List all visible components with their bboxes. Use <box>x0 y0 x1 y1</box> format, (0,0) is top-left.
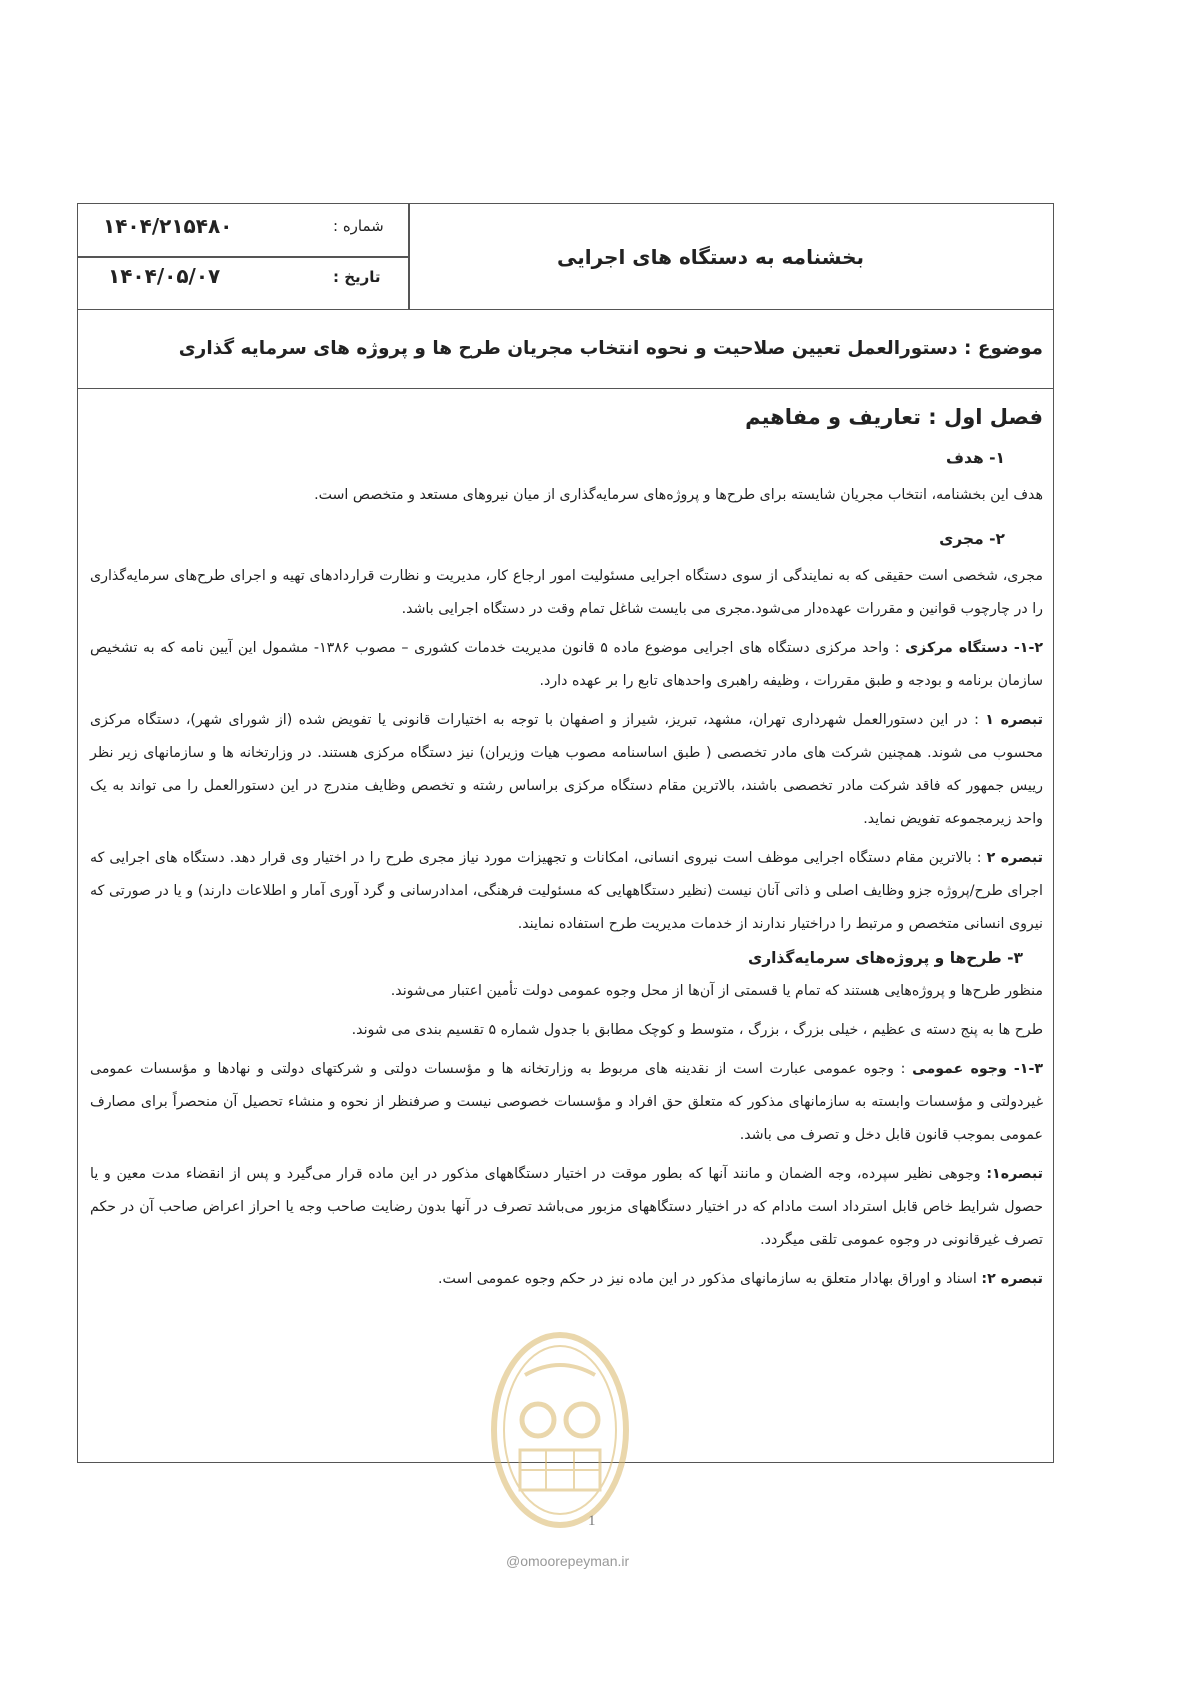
note-1 <box>90 704 1043 836</box>
note-3-2-text: اسناد و اوراق بهادار متعلق به سازمانهای مذکور در این ماده نیز در حکم وجوه عمومی است. <box>438 1271 982 1287</box>
note-2 <box>90 842 1043 941</box>
section-2-1-text: : واحد مرکزی دستگاه های اجرایی موضوع ماده ۵ قانون مدیریت خدمات کشوری – مصوب ۱۳۸۶- مشمول این آیین نامه که به تشخیص سازمان برنامه و بودجه و طبق مقررات ، وظیفه راهبری واحدهای تابع را بر عهده دارد. <box>90 640 1043 689</box>
header-box <box>78 204 1053 310</box>
section-2-1-title: ۱-۲- دستگاه مرکزی <box>905 640 1044 656</box>
chapter-title: فصل اول : تعاریف و مفاهیم <box>745 405 1043 429</box>
section-3-1-text: : وجوه عمومی عبارت است از نقدینه های مربوط به وزارتخانه ها و مؤسسات دولتی و شرکتهای دولتی و نهادها و مؤسسات عمومی غیردولتی و مؤسسات وابسته به سازمانهای مذکور که متعلق حق افراد و مؤسسات خصوصی نیست و صرفنظر از نحوه و منشاء تحصیل آن منحصراً برای مصارف عمومی بموجب قانون قابل دخل و تصرف می باشد. <box>90 1061 1043 1143</box>
note-3-1-text: وجوهی نظیر سپرده، وجه الضمان و مانند آنها که بطور موقت در اختیار دستگاههای مذکور در این ماده قرار می‌گیرد و پس از انقضاء مدت معین و یا حصول شرایط خاص قابل استرداد است مادام که در اختیار دستگاههای مزبور می‌باشد تصرف در آنها بدون رضایت صاحب وجه یا احراز اعراض صاحب آن در حکم تصرف غیرقانونی در وجوه عمومی تلقی میگردد. <box>90 1166 1043 1248</box>
circular-frame <box>77 203 1054 1463</box>
circular-body <box>78 391 1053 1296</box>
section-2-text: مجری، شخصی است حقیقی که به نمایندگی از سوی دستگاه اجرایی مسئولیت امور ارجاع کار، مدیریت و نظارت قراردادهای تهیه و اجرای طرح‌های سرمایه‌گذاری را در چارچوب قوانین و مقررات عهده‌دار می‌شود.مجری می بایست شاغل تمام وقت در دستگاه اجرایی باشد. <box>90 568 1043 617</box>
note-3-2 <box>90 1263 1043 1296</box>
circular-title: بخشنامه به دستگاه های اجرایی <box>557 244 865 269</box>
note-2-title: تبصره ۲ <box>986 850 1043 866</box>
note-3-1 <box>90 1158 1043 1257</box>
watermark-seal-icon <box>490 1330 630 1530</box>
note-3-1-title: تبصره۱: <box>986 1166 1043 1182</box>
section-3-text-2: طرح ها به پنج دسته ی عظیم ، خیلی بزرگ ، بزرگ ، متوسط و کوچک مطابق با جدول شماره ۵ تقسیم بندی می شوند. <box>351 1022 1043 1038</box>
section-3-1-title: ۱-۳- وجوه عمومی <box>912 1061 1043 1077</box>
section-2-title: ۲- مجری <box>939 530 1005 548</box>
site-watermark: @omoorepeyman.ir <box>506 1553 630 1569</box>
page-number: 1 <box>588 1513 596 1529</box>
note-2-text: : بالاترین مقام دستگاه اجرایی موظف است نیروی انسانی، امکانات و تجهیزات مورد نیاز مجری طرح را در اختیار وی قرار دهد. دستگاه های اجرایی که اجرای طرح/پروژه جزو وظایف اصلی و ذاتی آنان نیست (نظیر دستگاههایی که مسئولیت فرهنگی، امدادرسانی و گرد آوری آمار و اطلاعات دارند) و یا در صورتی که نیروی انسانی متخصص و مرتبط را دراختیار ندارند از خدمات مدیریت طرح استفاده نمایند. <box>90 850 1043 932</box>
section-1-text: هدف این بخشنامه، انتخاب مجریان شایسته برای طرح‌ها و پروژه‌های سرمایه‌گذاری از میان نیروهای مستعد و متخصص است. <box>314 487 1043 503</box>
section-1-title: ۱- هدف <box>945 449 1005 467</box>
subject-line: موضوع : دستورالعمل تعیین صلاحیت و نحوه انتخاب مجریان طرح ها و پروژه های سرمایه گذاری <box>78 309 1053 389</box>
section-3-text-1: منظور طرح‌ها و پروژه‌هایی هستند که تمام یا قسمتی از آن‌ها از محل وجوه عمومی دولت تأمین اعتبار می‌شوند. <box>390 983 1043 999</box>
note-3-2-title: تبصره ۲: <box>981 1271 1043 1287</box>
meta-divider <box>78 256 408 258</box>
date-value: ۱۴۰۴/۰۵/۰۷ <box>108 264 221 288</box>
note-1-title: تبصره ۱ <box>985 712 1043 728</box>
note-1-text: : در این دستورالعمل شهرداری تهران، مشهد، تبریز، شیراز و اصفهان با توجه به اختیارات قانونی یا تفویض شده (از شورای شهر)، دستگاه مرکزی محسوب می شوند. همچنین شرکت های مادر تخصصی ( طبق اساسنامه مصوب هیات وزیران) نیز دستگاه مرکزی هستند. در وزارتخانه ها و سازمانهای زیر نظر رییس جمهور که فاقد شرکت مادر تخصصی باشند، بالاترین مقام دستگاه مرکزی براساس رشته و تخصص وظایف مندرج در این دستورالعمل را می تواند به یک واحد زیرمجموعه تفویض نماید. <box>90 712 1043 827</box>
section-3-title: ۳- طرح‌ها و پروژه‌های سرمایه‌گذاری <box>748 949 1023 967</box>
date-label: تاریخ : <box>333 268 381 286</box>
section-3-1 <box>90 1053 1043 1152</box>
header-divider <box>408 204 410 309</box>
number-label: شماره : <box>333 217 384 235</box>
number-value: ۱۴۰۴/۲۱۵۴۸۰ <box>103 214 233 238</box>
section-2-1 <box>90 632 1043 698</box>
